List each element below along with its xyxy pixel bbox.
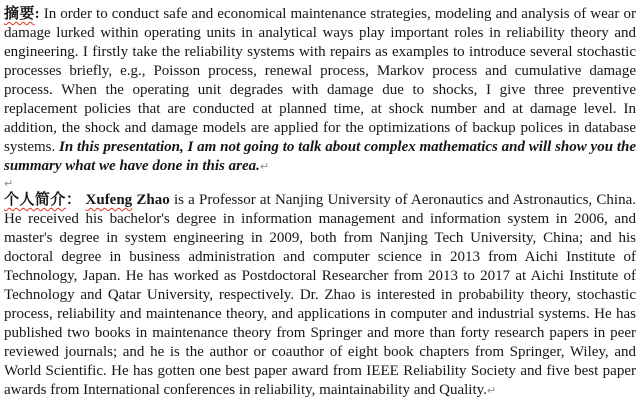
bio-name-last: Zhao <box>132 192 170 208</box>
paragraph-mark-icon: ↵ <box>4 177 14 190</box>
paragraph-mark-icon: ↵ <box>259 160 270 173</box>
empty-line <box>4 176 636 191</box>
abstract-paragraph <box>4 5 636 176</box>
paragraph-mark-icon: ↵ <box>486 384 497 397</box>
bio-name-first: Xufeng <box>85 192 133 208</box>
bio-paragraph <box>4 191 636 400</box>
bio-label-colon: ： <box>65 192 86 208</box>
abstract-emphasis-text: In this presentation, I am not going to talk about complex mathematics and will show you the summary what we have done in this area. <box>4 139 636 174</box>
abstract-label-colon: : <box>34 6 44 22</box>
abstract-body-text: In order to conduct safe and economical maintenance strategies, modeling and analysis of wear or damage lurked within operating units in analytical ways play important roles in reliability theory and engineering. I firstly take the reliability systems with repairs as examples to introduce several stochastic processes briefly, e.g., Poisson process, renewal process, Markov process and cumulative damage process. When the operating unit degrades with damage due to shocks, I give three preventive replacement policies that are conducted at planned time, at shock number and at damage level. In addition, the shock and damage models are applied for the optimizations of backup polices in database systems. <box>4 6 636 155</box>
bio-label: 个人简介 <box>4 192 66 208</box>
abstract-label: 摘要 <box>4 6 35 22</box>
bio-body-text: is a Professor at Nanjing University of Aeronautics and Astronautics, China. He received his bachelor's degree in information management and information system in 2006, and master's degree in system engineering in 2009, both from Nanjing Tech University, China; and his doctoral degree in business administration and computer science in 2013 from Aichi Institute of Technology, Japan. He has worked as Postdoctoral Researcher from 2013 to 2017 at Aichi Institute of Technology and Qatar University, respectively. Dr. Zhao is interested in probability theory, stochastic process, reliability and maintenance theory, and applications in computer and industrial systems. He has published two books in maintenance theory from Springer and more than forty research papers in peer reviewed journals; and he is the author or coauthor of eight book chapters from Springer, Wiley, and World Scientific. He has gotten one best paper award from IEEE Reliability Society and five best paper awards from International conferences in reliability, maintainability and Quality. <box>4 192 636 398</box>
